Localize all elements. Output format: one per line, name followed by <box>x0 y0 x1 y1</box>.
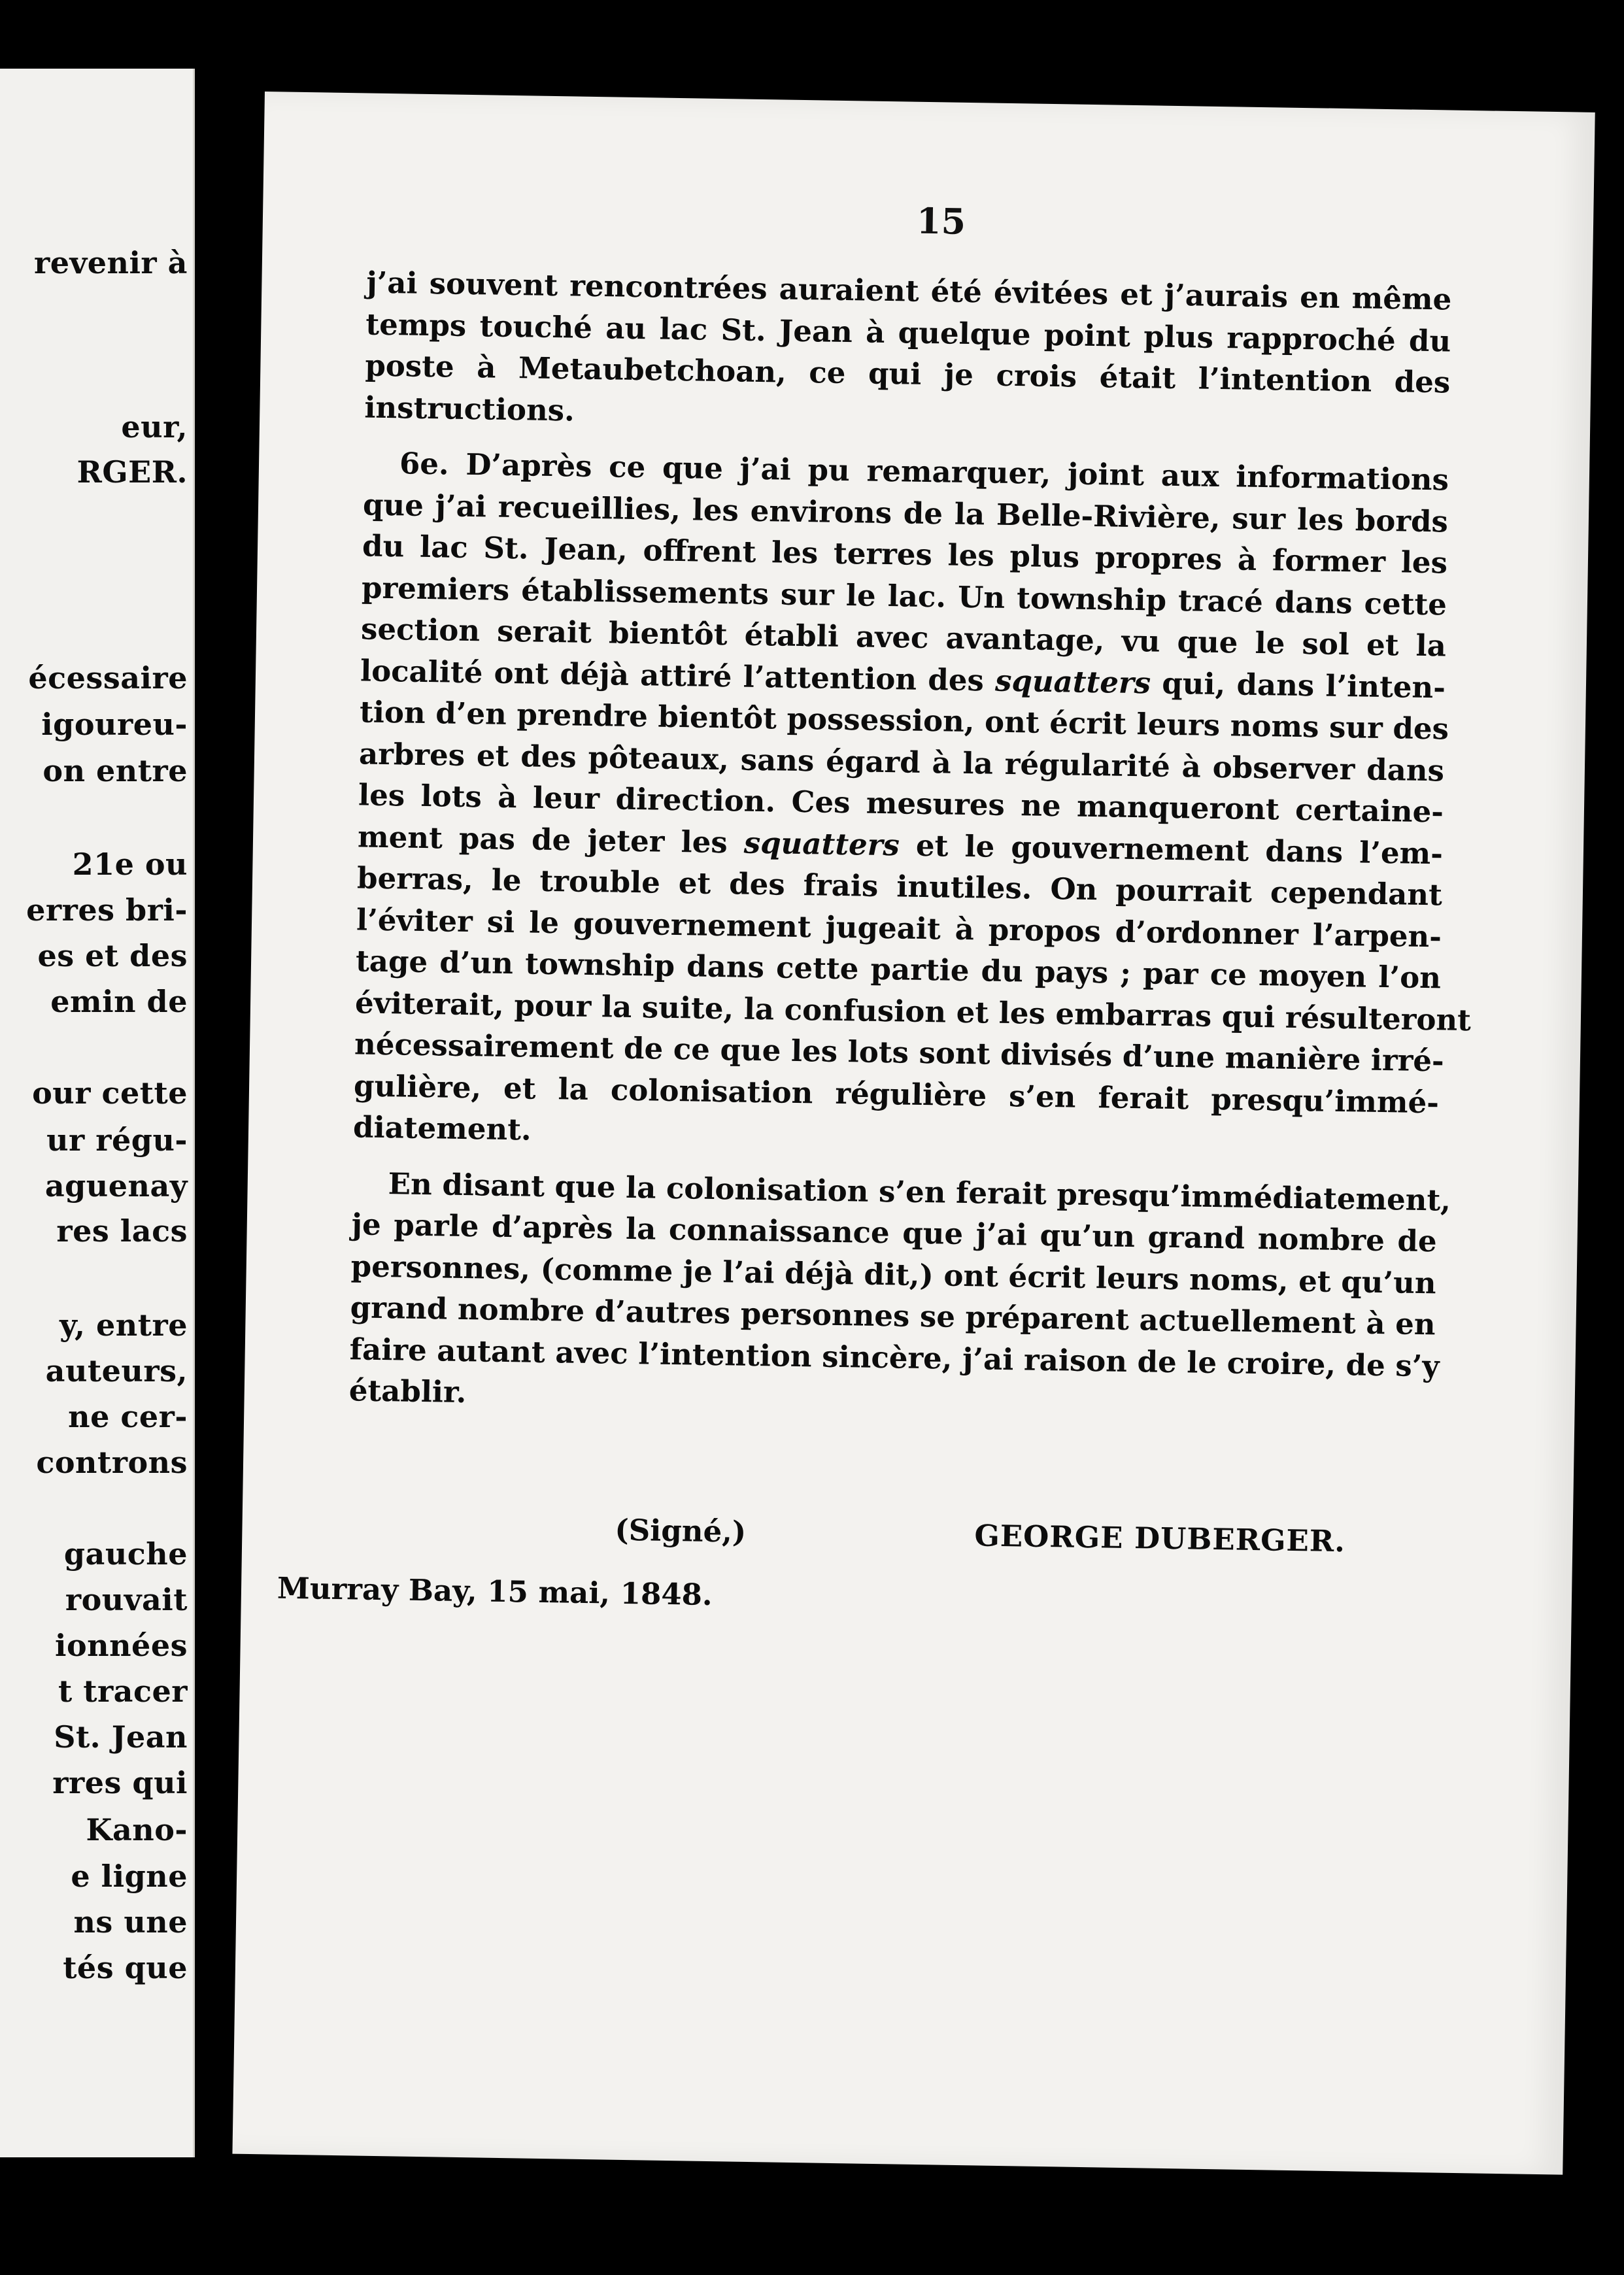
paragraph-1 <box>364 261 1452 445</box>
text-line: diatement. <box>352 1109 532 1147</box>
left-page-line: ur régu- <box>46 1122 188 1158</box>
left-page-line: es et des <box>37 938 188 973</box>
text-line: tion d’en prendre bientôt possession, ont écrit leurs noms sur des <box>359 694 1449 747</box>
left-page-line: eur, <box>121 409 188 445</box>
left-page-line: controns <box>36 1445 188 1480</box>
signer-name: GEORGE DUBERGER. <box>974 1518 1346 1559</box>
italic-term: squatters <box>994 663 1151 700</box>
left-page-line: our cette <box>32 1075 188 1111</box>
signed-label: (Signé,) <box>615 1512 747 1549</box>
left-page-line: t tracer <box>58 1674 188 1709</box>
text-line: je parle d’après la connaissance que j’ai qu’un grand nombre de <box>351 1207 1438 1259</box>
text-line: section serait bientôt établi avec avantage, vu que le sol et la <box>360 611 1447 664</box>
left-page-line: aguenay <box>44 1168 188 1204</box>
dateline: Murray Bay, 15 mai, 1848. <box>277 1570 713 1613</box>
left-page-line: y, entre <box>59 1307 188 1343</box>
text-line: gulière, et la colonisation régulière s’en ferait presqu’immé- <box>353 1068 1440 1120</box>
left-page-line: ionnées <box>55 1628 188 1663</box>
left-page-line: emin de <box>50 984 188 1019</box>
text-line: localité ont déjà attiré l’attention des squatters qui, dans l’inten- <box>360 652 1446 705</box>
text-line: grand nombre d’autres personnes se préparent actuellement à en <box>350 1290 1436 1342</box>
left-page-line: RGER. <box>76 454 188 490</box>
italic-term: squatters <box>743 825 900 862</box>
text-line: les lots à leur direction. Ces mesures ne manqueront certaine- <box>358 777 1444 830</box>
left-page-line: rres qui <box>52 1765 188 1800</box>
paragraph-2 <box>352 442 1472 1164</box>
left-page-line: St. Jean <box>54 1719 188 1755</box>
left-page-line: écessaire <box>28 660 188 696</box>
text-line: temps touché au lac St. Jean à quelque point plus rapproché du <box>365 306 1451 359</box>
left-page-line: erres bri- <box>26 892 188 928</box>
text-line: berras, le trouble et des frais inutiles. On pourrait cependant <box>356 860 1443 913</box>
left-page <box>0 69 195 2157</box>
text-line: du lac St. Jean, offrent les terres les plus propres à former les <box>362 528 1448 581</box>
left-page-line: e ligne <box>71 1859 188 1894</box>
left-page-line: revenir à <box>34 245 188 280</box>
text-line: premiers établissements sur le lac. Un township tracé dans cette <box>361 569 1447 622</box>
text-line: instructions. <box>364 389 575 428</box>
signature-block <box>347 1508 1432 1571</box>
text-line: l’éviter si le gouvernement jugeait à propos d’ordonner l’arpen- <box>356 902 1442 954</box>
text-line: arbres et des pôteaux, sans égard à la régularité à observer dans <box>358 735 1445 788</box>
left-page-line: gauche <box>63 1536 188 1572</box>
left-page-line: res lacs <box>56 1213 188 1249</box>
left-page-line: tés que <box>63 1950 188 1985</box>
paragraph-3 <box>348 1162 1451 1428</box>
text-line: En disant que la colonisation s’en ferait presqu’immédiatement, <box>388 1166 1451 1218</box>
body-text <box>348 261 1472 1428</box>
text-line: éviterait, pour la suite, la confusion et les embarras qui résulteront <box>354 985 1472 1037</box>
right-page <box>232 92 1595 2175</box>
left-page-line: ne cer- <box>68 1399 188 1434</box>
text-line: personnes, (comme je l’ai déjà dit,) ont écrit leurs noms, et qu’un <box>350 1248 1437 1300</box>
left-page-line: on entre <box>42 753 188 788</box>
text-line: j’ai souvent rencontrées auraient été évitées et j’aurais en même <box>366 265 1452 317</box>
left-page-line: igoureu- <box>41 707 188 742</box>
left-page-line: rouvait <box>65 1582 188 1617</box>
text-line: 6e. D’après ce que j’ai pu remarquer, joint aux informations <box>399 446 1449 497</box>
text-line: nécessairement de ce que les lots sont divisés d’une manière irré- <box>354 1026 1445 1079</box>
left-page-line: ns une <box>73 1904 188 1940</box>
text-line: établir. <box>348 1373 467 1410</box>
text-line: faire autant avec l’intention sincère, j’ai raison de le croire, de s’y <box>349 1331 1440 1383</box>
text-line: ment pas de jeter les squatters et le gouvernement dans l’em- <box>357 818 1444 871</box>
text-line: que j’ai recueillies, les environs de la Belle-Rivière, sur les bords <box>362 486 1449 539</box>
page-number: 15 <box>916 199 966 243</box>
left-page-line: 21e ou <box>72 847 188 882</box>
left-page-line: Kano- <box>86 1812 188 1847</box>
left-page-line: auteurs, <box>45 1353 188 1389</box>
text-line: tage d’un township dans cette partie du pays ; par ce moyen l’on <box>355 943 1442 996</box>
text-line: poste à Metaubetchoan, ce qui je crois était l’intention des <box>365 348 1451 400</box>
